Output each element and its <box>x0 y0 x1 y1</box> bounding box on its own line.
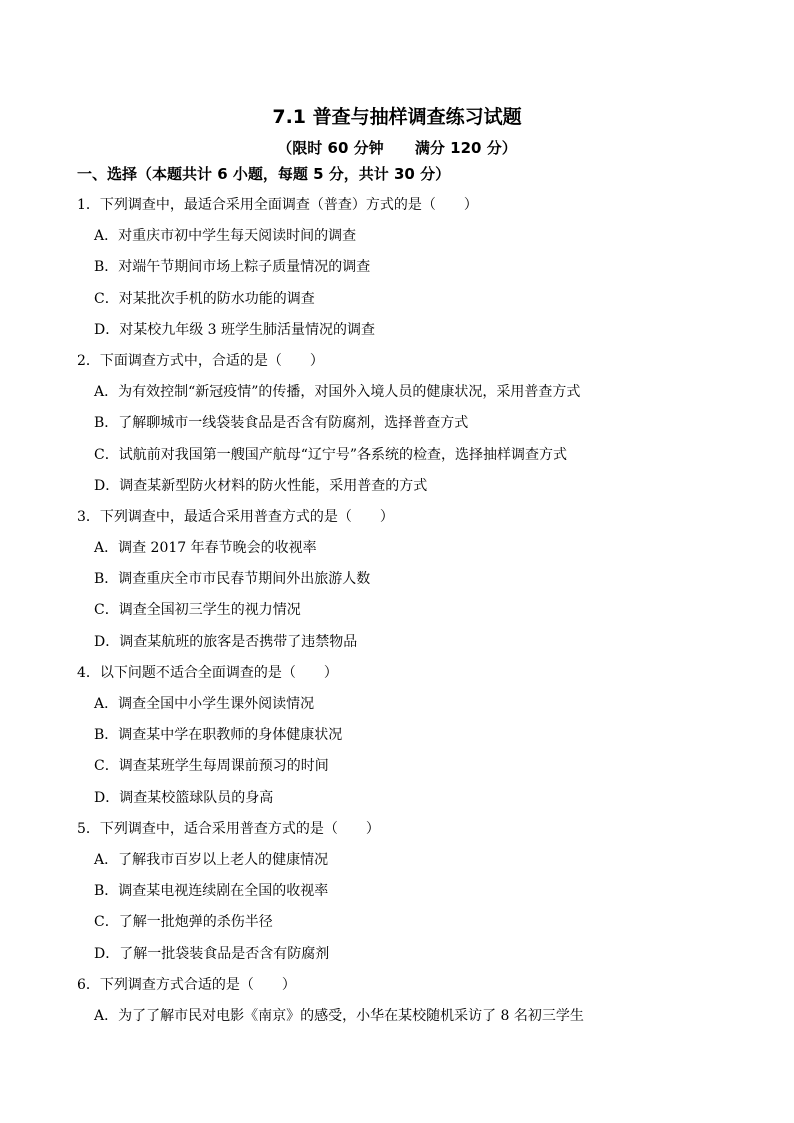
question-1 <box>0 190 794 346</box>
question-stem: 3．下列调查中，最适合采用普查方式的是（ ） <box>77 508 394 525</box>
question-stem: 1．下列调查中，最适合采用全面调查（普查）方式的是（ ） <box>77 197 478 213</box>
option-c: C．试航前对我国第一艘国产航母“辽宁号”各系统的检查，选择抽样调查方式 <box>94 446 568 463</box>
option-a: A．为了了解市民对电影《南京》的感受，小华在某校随机采访了 8 名初三学生 <box>94 1007 584 1024</box>
option-d: D．调查某航班的旅客是否携带了违禁物品 <box>94 633 358 650</box>
option-a: A．调查全国中小学生课外阅读情况 <box>94 696 315 712</box>
option-a: A．对重庆市初中学生每天阅读时间的调查 <box>94 228 357 245</box>
option-b: B．了解聊城市一线袋装食品是否含有防腐剂，选择普查方式 <box>94 415 469 432</box>
question-stem: 4．以下问题不适合全面调查的是（ ） <box>77 664 338 681</box>
option-c: C．对某批次手机的防水功能的调查 <box>94 290 315 307</box>
question-2 <box>0 346 794 502</box>
question-stem: 6．下列调查方式合适的是（ ） <box>77 976 296 993</box>
question-list <box>0 190 794 1032</box>
question-4 <box>0 658 794 814</box>
option-c: C．了解一批炮弹的杀伤半径 <box>94 914 273 931</box>
option-b: B．对端午节期间市场上粽子质量情况的调查 <box>94 259 371 276</box>
document-subtitle: （限时 60 分钟 满分 120 分） <box>277 139 517 157</box>
question-5 <box>0 814 794 970</box>
document-title: 7.1 普查与抽样调查练习试题 <box>272 106 522 128</box>
option-d: D．了解一批袋装食品是否含有防腐剂 <box>94 945 330 962</box>
option-a: A．调查 2017 年春节晚会的收视率 <box>94 540 317 557</box>
option-d: D．对某校九年级 3 班学生肺活量情况的调查 <box>94 321 376 338</box>
question-3 <box>0 502 794 658</box>
question-6 <box>0 970 794 1032</box>
option-b: B．调查某中学在职教师的身体健康状况 <box>94 727 343 744</box>
option-d: D．调查某校篮球队员的身高 <box>94 789 274 806</box>
option-b: B．调查重庆全市市民春节期间外出旅游人数 <box>94 571 371 588</box>
option-d: D．调查某新型防火材料的防火性能，采用普查的方式 <box>94 477 428 494</box>
option-a: A．了解我市百岁以上老人的健康情况 <box>94 851 329 868</box>
option-c: C．调查全国初三学生的视力情况 <box>94 602 301 619</box>
question-stem: 5．下列调查中，适合采用普查方式的是（ ） <box>77 820 380 837</box>
option-a: A．为有效控制“新冠疫情”的传播，对国外入境人员的健康状况，采用普查方式 <box>94 384 581 401</box>
option-c: C．调查某班学生每周课前预习的时间 <box>94 758 329 775</box>
option-b: B．调查某电视连续剧在全国的收视率 <box>94 883 329 900</box>
question-stem: 2．下面调查方式中，合适的是（ ） <box>77 352 324 369</box>
section-heading: 一、选择（本题共计 6 小题，每题 5 分，共计 30 分） <box>77 165 451 183</box>
